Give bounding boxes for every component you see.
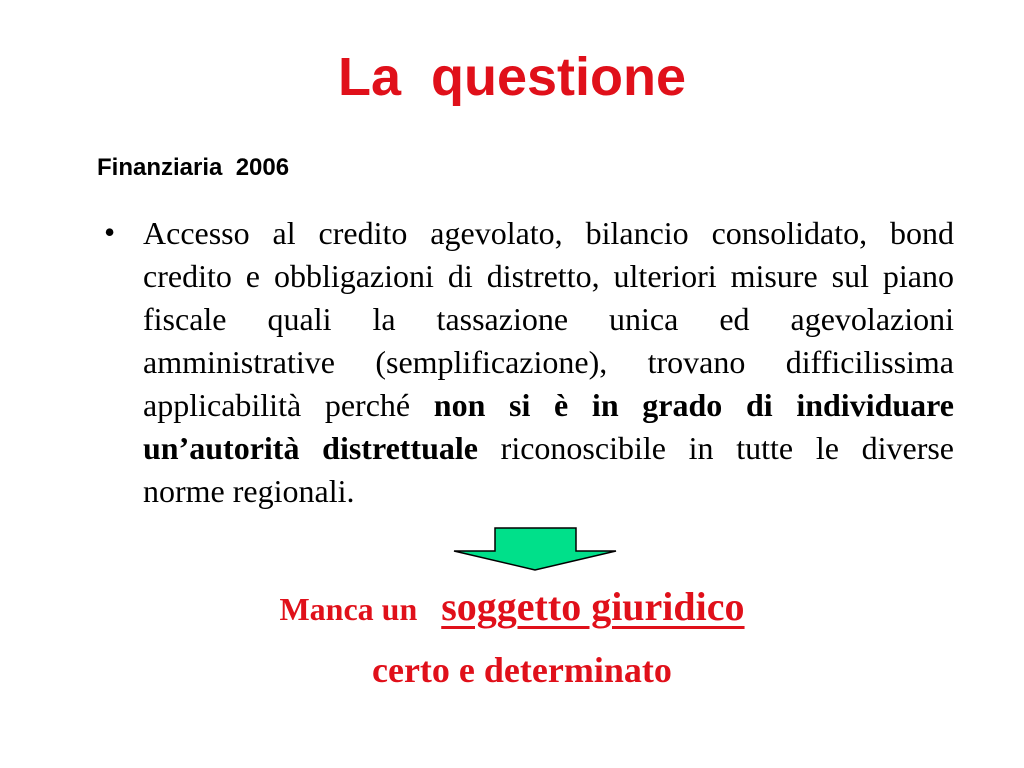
conclusion-line-1 [0,582,1024,634]
bullet-marker: • [104,214,116,250]
conclusion-lead: Manca un [279,591,418,627]
conclusion-emphasis: soggetto giuridico [441,584,745,629]
conclusion-line-2: certo e determinato [372,650,672,690]
bullet-text-after: riconoscibile in tutte le diverse norme regionali. [143,430,955,509]
bullet-text-bold: non si è in grado di individuare un’autorità distrettuale [143,387,954,466]
slide-title: La questione [337,47,687,107]
slide-subtitle: Finanziaria 2006 [97,154,290,181]
down-arrow-icon [453,527,617,571]
bullet-text-before: Accesso al credito agevolato, bilancio consolidato, bond credito e obbligazioni di distretto, ulteriori misure sul piano fiscale quali la tassazione unica ed agevolazioni amministrative (semplificazione), trovano difficilissima applicabilità perché [143,215,954,423]
bullet-paragraph [143,212,954,513]
